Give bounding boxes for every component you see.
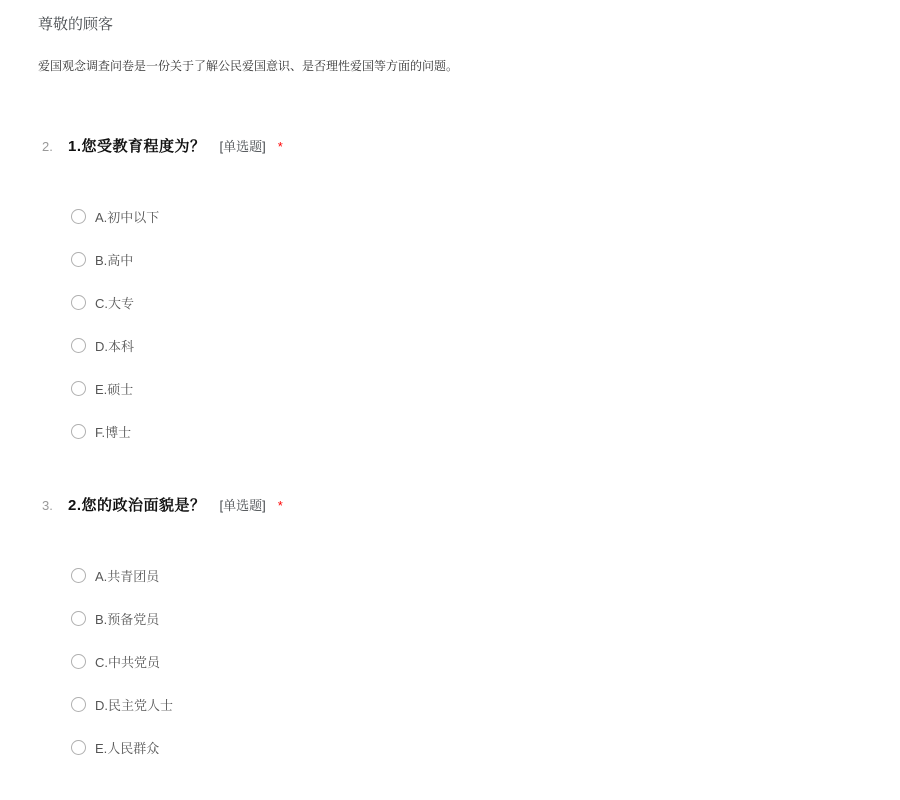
option-label: C.中共党员 (95, 655, 161, 670)
option-label: E.人民群众 (95, 741, 160, 756)
question-type-tag: [单选题] (219, 139, 266, 154)
question-type-tag: [单选题] (219, 498, 266, 513)
option-label: E.硕士 (95, 382, 134, 397)
option-row[interactable] (71, 367, 862, 410)
option-label: A.初中以下 (95, 210, 160, 225)
option-label: B.高中 (95, 253, 134, 268)
question-block (38, 138, 862, 453)
radio-button[interactable] (71, 295, 86, 310)
radio-button[interactable] (71, 209, 86, 224)
question-header (38, 138, 862, 155)
option-label: C.大专 (95, 296, 135, 311)
survey-description: 爱国观念调查问卷是一份关于了解公民爱国意识、是否理性爱国等方面的问题。 (38, 59, 459, 73)
radio-button[interactable] (71, 381, 86, 396)
page-title: 尊敬的顾客 (38, 16, 114, 33)
option-label: F.博士 (95, 425, 132, 440)
radio-button[interactable] (71, 697, 86, 712)
question-title: 2.您的政治面貌是？ (68, 497, 206, 514)
question-block (38, 497, 862, 769)
option-row[interactable] (71, 195, 862, 238)
question-title: 1.您受教育程度为？ (68, 138, 206, 155)
option-row[interactable] (71, 640, 862, 683)
radio-button[interactable] (71, 568, 86, 583)
radio-button[interactable] (71, 740, 86, 755)
question-header (38, 497, 862, 514)
option-row[interactable] (71, 238, 862, 281)
required-asterisk: * (277, 139, 283, 154)
option-label: B.预备党员 (95, 612, 160, 627)
radio-button[interactable] (71, 611, 86, 626)
option-row[interactable] (71, 554, 862, 597)
options-list (71, 554, 862, 769)
option-label: D.本科 (95, 339, 135, 354)
option-row[interactable] (71, 410, 862, 453)
option-label: A.共青团员 (95, 569, 160, 584)
radio-button[interactable] (71, 252, 86, 267)
option-row[interactable] (71, 597, 862, 640)
required-asterisk: * (277, 498, 283, 513)
question-number: 2. (42, 139, 53, 154)
radio-button[interactable] (71, 424, 86, 439)
option-row[interactable] (71, 726, 862, 769)
question-number: 3. (42, 498, 53, 513)
radio-button[interactable] (71, 654, 86, 669)
option-label: D.民主党人士 (95, 698, 174, 713)
option-row[interactable] (71, 324, 862, 367)
option-row[interactable] (71, 281, 862, 324)
option-row[interactable] (71, 683, 862, 726)
options-list (71, 195, 862, 453)
radio-button[interactable] (71, 338, 86, 353)
